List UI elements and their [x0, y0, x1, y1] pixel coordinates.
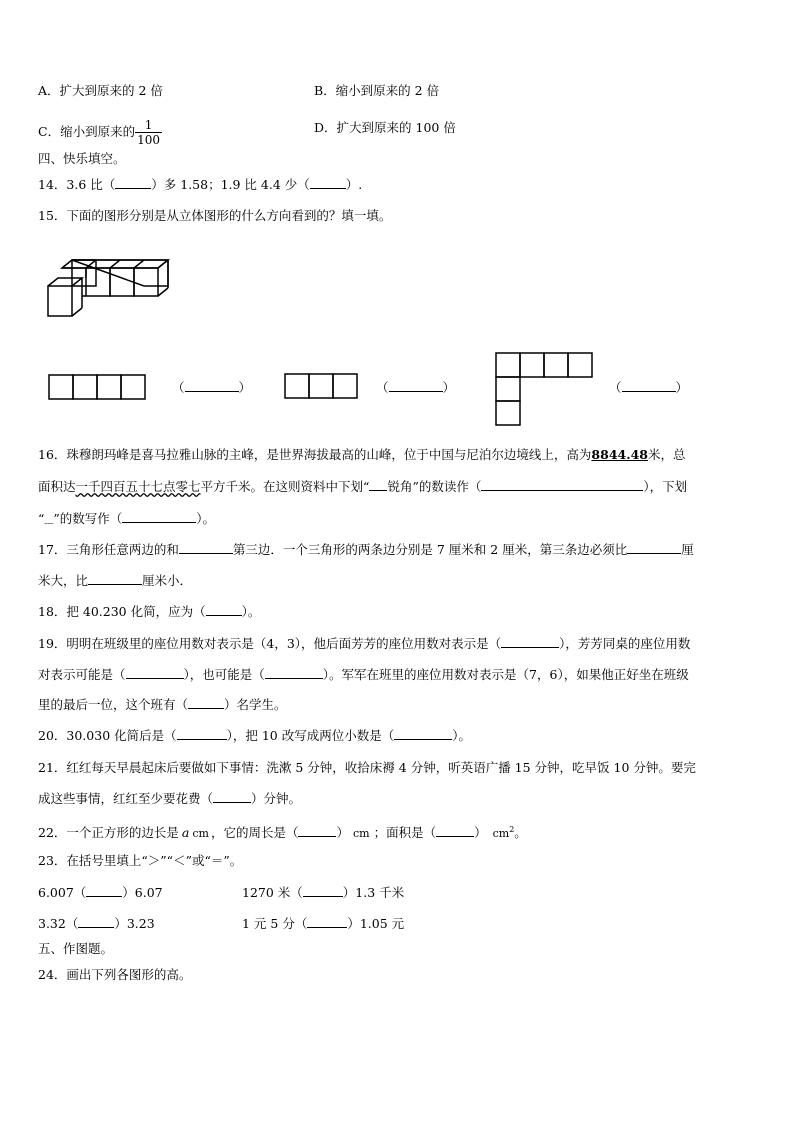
q16-text: ）。	[196, 511, 216, 526]
q23-text: ）3.23	[114, 916, 155, 931]
question-19-line-1	[38, 635, 690, 653]
section-heading-5: 五、作图题。	[38, 941, 114, 956]
question-15: 15．下面的图形分别是从立体图形的什么方向看到的？填一填。	[38, 208, 392, 223]
q23-text: ）6.07	[122, 885, 163, 900]
view-1-answer	[172, 379, 251, 397]
view-2-blank[interactable]	[389, 379, 443, 392]
q18-text: 18．把 40.230 化简，应为（	[38, 604, 206, 619]
q21-blank[interactable]	[213, 790, 251, 803]
q17-text: 厘	[681, 542, 694, 557]
q21-text: ）分钟。	[251, 791, 302, 806]
q16-text: ”的数写作（	[53, 511, 123, 526]
q22-text: ）	[336, 825, 349, 841]
view-1-close: ）	[238, 380, 252, 395]
q19-blank-1[interactable]	[501, 635, 559, 648]
q22-blank-1[interactable]	[298, 824, 336, 837]
option-d: D．扩大到原来的 100 倍	[314, 120, 456, 135]
question-22	[38, 821, 527, 843]
q22-text: 22．一个正方形的边长是	[38, 825, 179, 841]
q16-text-end: 米，总	[647, 447, 686, 462]
q23-item-1	[38, 884, 163, 902]
q19-text: ），也可能是（	[183, 667, 265, 682]
q23-text: 1270 米（	[242, 885, 303, 900]
q17-blank-2[interactable]	[627, 541, 681, 554]
question-19-line-3	[38, 696, 287, 714]
q17-text: 17．三角形任意两边的和	[38, 542, 179, 557]
q17-text: 米大，比	[38, 573, 89, 588]
q22-variable-a: a	[181, 825, 190, 841]
q19-text: 19．明明在班级里的座位用数对表示是（4，3），他后面芳芳的座位用数对表示是（	[38, 636, 502, 651]
q14-blank-2[interactable]	[310, 176, 346, 189]
view-3-open: （	[609, 380, 622, 395]
question-16-line-3	[38, 510, 215, 530]
view-3-answer	[609, 379, 688, 397]
section-heading-4: 四、快乐填空。	[38, 151, 126, 166]
q18-blank[interactable]	[206, 603, 242, 616]
cube-solid-figure	[46, 258, 176, 322]
q19-text: ），芳芳同桌的座位用数	[559, 636, 691, 651]
q19-text: ）名学生。	[224, 697, 287, 712]
q19-blank-3[interactable]	[265, 666, 323, 679]
q17-text: 厘米小．	[142, 573, 193, 588]
q23-text: ）1.3 千米	[342, 885, 405, 900]
q17-text: 第三边．一个三角形的两条边分别是 7 厘米和 2 厘米，第三条边必须比	[232, 542, 628, 557]
question-14	[38, 176, 362, 194]
q23-text: ）1.05 元	[347, 916, 405, 931]
q23-item-3	[38, 915, 155, 933]
view-2-answer	[376, 379, 455, 397]
question-17-line-2	[38, 572, 192, 590]
view-figure-2	[284, 373, 360, 399]
option-b: B．缩小到原来的 2 倍	[314, 83, 440, 98]
view-figure-1	[48, 374, 148, 400]
q14-text-3: ）.	[345, 177, 363, 192]
q16-wavy-sample: ﹏	[44, 516, 54, 526]
q22-text: 。	[514, 825, 527, 841]
q21-text: 成这些事情，红红至少要花费（	[38, 791, 214, 806]
view-1-open: （	[172, 380, 185, 395]
question-21-line-2	[38, 790, 301, 808]
q22-unit-cm-2: cm	[352, 827, 370, 841]
q14-text-2: ）多 1.58；1.9 比 4.4 少（	[151, 177, 310, 192]
q14-blank-1[interactable]	[115, 176, 151, 189]
q19-text: 里的最后一位，这个班有（	[38, 697, 189, 712]
q17-blank-1[interactable]	[179, 541, 233, 554]
fraction-numerator: 1	[135, 118, 162, 133]
view-2-close: ）	[442, 380, 456, 395]
q16-underline-sample	[369, 478, 387, 491]
q16-text: ”的数读作（	[412, 479, 482, 494]
question-20	[38, 727, 471, 745]
q16-text: 平方千米。在这则资料中下划“	[200, 479, 370, 494]
view-2-open: （	[376, 380, 389, 395]
q22-blank-2[interactable]	[436, 824, 474, 837]
option-a: A．扩大到原来的 2 倍	[38, 83, 163, 98]
q23-blank-3[interactable]	[78, 915, 114, 928]
q16-area-words: 一千四百五十七点零七	[75, 479, 201, 494]
q19-text: ）。军军在班里的座位用数对表示是（7，6），如果他正好坐在班级	[322, 667, 689, 682]
q20-blank-2[interactable]	[394, 727, 452, 740]
question-21-line-1: 21．红红每天早晨起床后要做如下事情：洗漱 5 分钟，收拾床褥 4 分钟，听英语广播 15 分钟，吃早饭 10 分钟。要完	[38, 760, 696, 775]
q22-unit-exponent: 2	[509, 825, 515, 834]
q23-text: 6.007（	[38, 885, 87, 900]
view-figure-3	[495, 352, 595, 428]
q16-height-value: 8844.48	[591, 447, 648, 462]
question-16-line-1	[38, 446, 685, 464]
question-24: 24．画出下列各图形的高。	[38, 967, 192, 982]
q20-text: ）。	[452, 728, 471, 743]
q23-text: 1 元 5 分（	[242, 916, 308, 931]
fraction	[135, 118, 162, 147]
q16-blank-1[interactable]	[481, 478, 643, 491]
q23-blank-4[interactable]	[307, 915, 347, 928]
question-19-line-2	[38, 666, 689, 684]
q23-text: 3.32（	[38, 916, 79, 931]
option-c	[38, 118, 162, 147]
view-3-blank[interactable]	[622, 379, 676, 392]
q16-blank-2[interactable]	[122, 510, 196, 523]
q23-blank-2[interactable]	[303, 884, 343, 897]
q20-text: ），把 10 改写成两位小数是（	[226, 728, 395, 743]
q23-blank-1[interactable]	[86, 884, 122, 897]
q19-blank-4[interactable]	[188, 696, 224, 709]
q19-blank-2[interactable]	[126, 666, 184, 679]
q14-text-1: 14．3.6 比（	[38, 177, 116, 192]
question-18	[38, 603, 260, 621]
q17-blank-3[interactable]	[88, 572, 142, 585]
question-16-line-2	[38, 478, 687, 496]
q18-text: ）。	[241, 604, 261, 619]
view-1-blank[interactable]	[185, 379, 239, 392]
q16-text: “	[38, 511, 45, 526]
option-c-text: C．缩小到原来的	[38, 124, 136, 139]
view-3-close: ）	[675, 380, 689, 395]
question-23: 23．在括号里填上“＞”“＜”或“＝”。	[38, 853, 243, 868]
q22-unit-cm: cm	[192, 827, 209, 841]
q20-blank-1[interactable]	[177, 727, 227, 740]
q22-unit-cm-3: cm	[492, 827, 510, 841]
q16-text: 面积达	[38, 479, 76, 494]
q22-text: ；面积是（	[373, 825, 437, 841]
q19-text: 对表示可能是（	[38, 667, 126, 682]
q16-text: ），下划	[643, 479, 688, 494]
question-17-line-1	[38, 541, 694, 559]
q16-text: 16．珠穆朗玛峰是喜马拉雅山脉的主峰，是世界海拔最高的山峰，位于中国与尼泊尔边境线上，高为	[38, 447, 592, 462]
q20-text: 20．30.030 化简后是（	[38, 728, 177, 743]
q22-text: ）	[474, 825, 487, 841]
q23-item-4	[242, 915, 404, 933]
q22-text: ，它的周长是（	[210, 825, 299, 841]
q16-text: 锐角	[387, 479, 413, 494]
fraction-denominator: 100	[137, 133, 160, 147]
q23-item-2	[242, 884, 404, 902]
